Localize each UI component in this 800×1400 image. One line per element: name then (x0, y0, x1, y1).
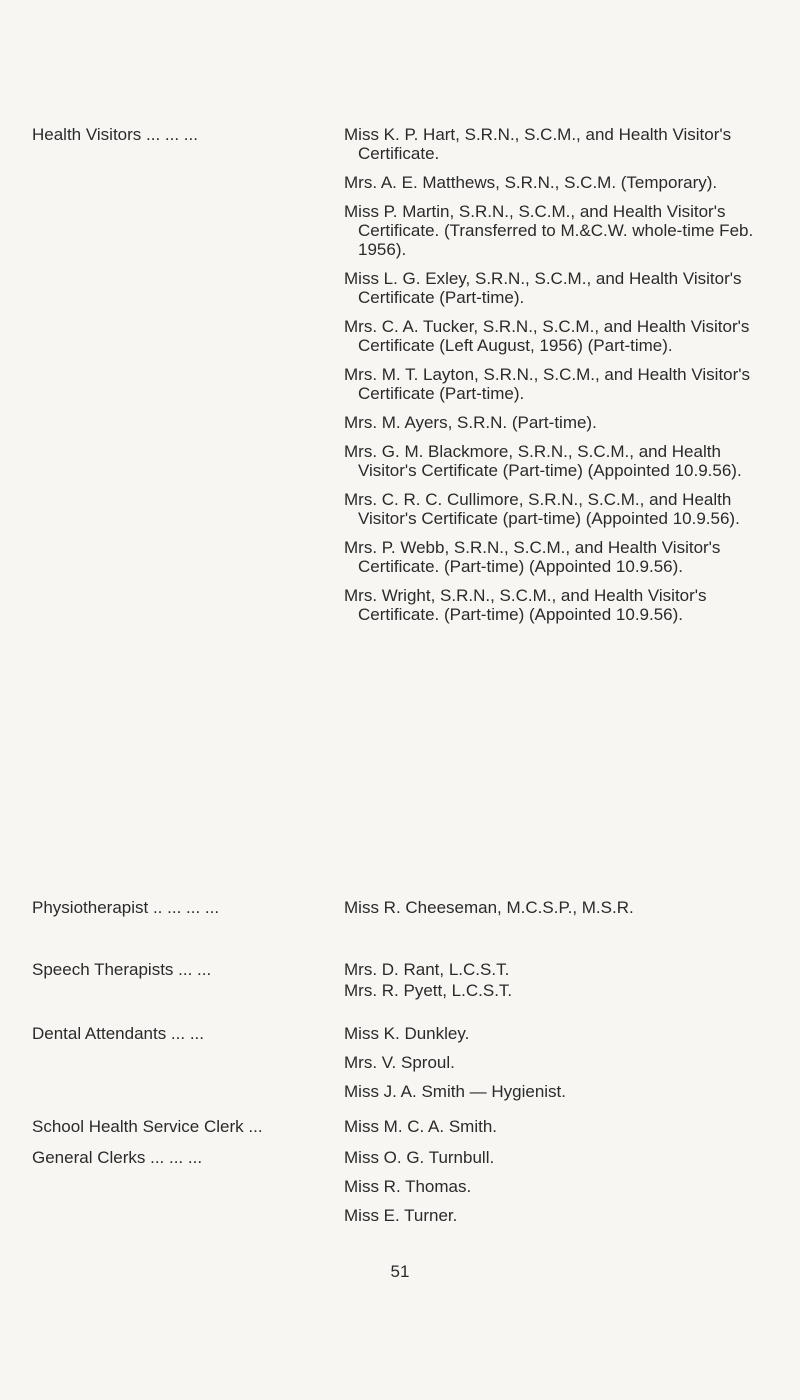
staff-entry: Miss M. C. A. Smith. (344, 1117, 498, 1136)
entry-list (344, 1148, 769, 1235)
staff-entry: Miss K. Dunkley. (344, 1024, 470, 1043)
staff-entry: Miss P. Martin, S.R.N., S.C.M., and Health Visitor's Certificate. (Transferred to M.&C.W. whole-time Feb. 1956). (344, 202, 754, 259)
staff-entry: Mrs. R. Pyett, L.C.S.T. (344, 981, 513, 1000)
staff-entry: Mrs. C. A. Tucker, S.R.N., S.C.M., and Health Visitor's Certificate (Left August, 1956) (Part-time). (344, 317, 750, 355)
role-label: Health Visitors ... ... ... (32, 125, 198, 144)
entry-list (344, 960, 769, 1002)
staff-entry: Mrs. V. Sproul. (344, 1053, 455, 1072)
entry-list (344, 1117, 769, 1146)
staff-entry: Mrs. C. R. C. Cullimore, S.R.N., S.C.M., and Health Visitor's Certificate (part-time) (Appointed 10.9.56). (344, 490, 740, 528)
role-label: Speech Therapists ... ... (32, 960, 212, 979)
staff-entry: Miss O. G. Turnbull. (344, 1148, 495, 1167)
staff-entry: Mrs. M. T. Layton, S.R.N., S.C.M., and Health Visitor's Certificate (Part-time). (344, 365, 751, 403)
staff-entry: Mrs. M. Ayers, S.R.N. (Part-time). (344, 413, 597, 432)
staff-entry: Mrs. A. E. Matthews, S.R.N., S.C.M. (Temporary). (344, 173, 718, 192)
entry-list (344, 125, 769, 634)
staff-entry: Miss R. Thomas. (344, 1177, 472, 1196)
staff-entry: Mrs. G. M. Blackmore, S.R.N., S.C.M., and Health Visitor's Certificate (Part-time) (Appointed 10.9.56). (344, 442, 742, 480)
staff-entry: Mrs. Wright, S.R.N., S.C.M., and Health Visitor's Certificate. (Part-time) (Appointed 10.9.56). (344, 586, 707, 624)
staff-entry: Miss R. Cheeseman, M.C.S.P., M.S.R. (344, 898, 634, 917)
staff-entry: Miss L. G. Exley, S.R.N., S.C.M., and Health Visitor's Certificate (Part-time). (344, 269, 742, 307)
staff-entry: Mrs. P. Webb, S.R.N., S.C.M., and Health Visitor's Certificate. (Part-time) (Appointed 10.9.56). (344, 538, 721, 576)
staff-entry: Miss E. Turner. (344, 1206, 458, 1225)
role-label: School Health Service Clerk ... (32, 1117, 263, 1136)
staff-entry: Mrs. D. Rant, L.C.S.T. (344, 960, 510, 979)
page-number: 51 (390, 1262, 410, 1281)
role-label: Dental Attendants ... ... (32, 1024, 204, 1043)
role-label: Physiotherapist .. ... ... ... (32, 898, 220, 917)
staff-entry: Miss J. A. Smith — Hygienist. (344, 1082, 566, 1101)
staff-entry: Miss K. P. Hart, S.R.N., S.C.M., and Health Visitor's Certificate. (344, 125, 732, 163)
role-label: General Clerks ... ... ... (32, 1148, 203, 1167)
entry-list (344, 898, 769, 927)
entry-list (344, 1024, 769, 1111)
